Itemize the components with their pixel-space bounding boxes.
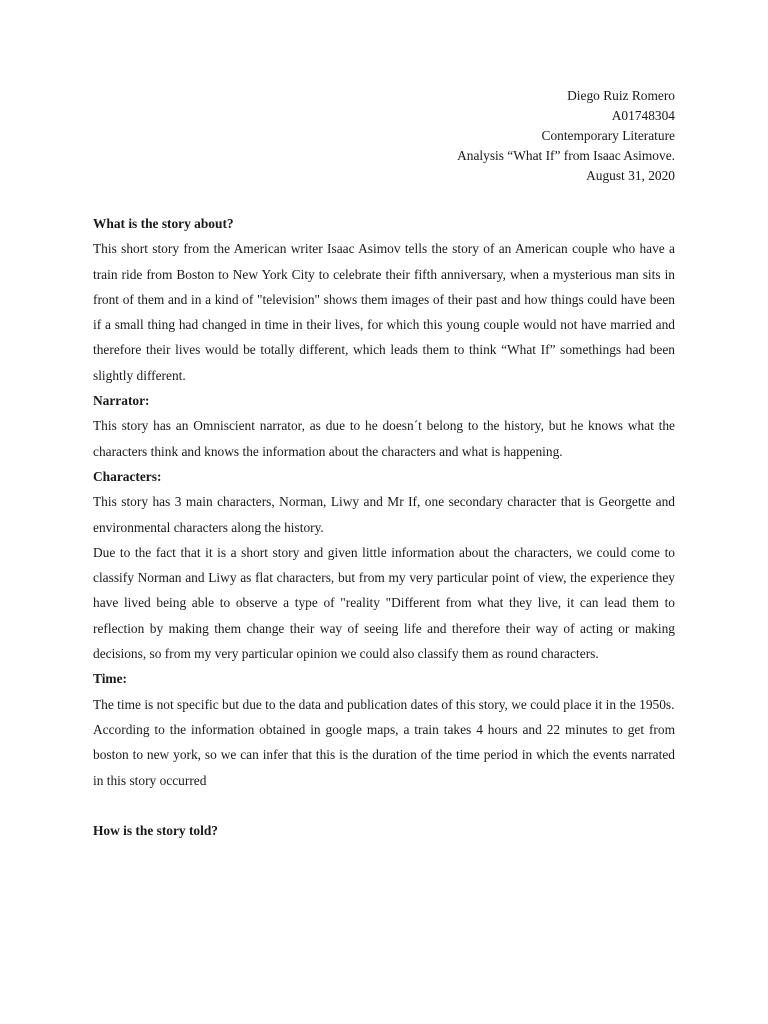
- blank-line: [93, 793, 675, 818]
- section-heading-narrator: Narrator:: [93, 393, 150, 409]
- student-id: A01748304: [611, 108, 675, 123]
- document-date: August 31, 2020: [586, 168, 675, 183]
- characters-paragraph-1: This story has 3 main characters, Norman, Liwy and Mr If, one secondary character that is Georgette and environmental characters along the history.: [93, 494, 675, 535]
- section-heading-time: Time:: [93, 671, 127, 687]
- time-paragraph-1: The time is not specific but due to the data and publication dates of this story, we could place it in the 1950s.: [93, 696, 675, 712]
- section-heading-characters: Characters:: [93, 468, 162, 484]
- section-heading-about: What is the story about?: [93, 216, 234, 231]
- section-heading-told: How is the story told?: [93, 823, 218, 839]
- characters-paragraph-2: Due to the fact that it is a short story and given little information about the characters, we could come to classify Norman and Liwy as flat characters, but from my very particular point of view, the experience they have lived being able to observe a type of "reality "Different from what they live, it can lead them to reflection by making them change their way of seeing life and therefore their way of acting or making decisions, so from my very particular opinion we could also classify them as round characters.: [93, 544, 675, 662]
- document-page: [93, 86, 675, 843]
- document-header: [93, 86, 675, 186]
- time-paragraph-2: According to the information obtained in google maps, a train takes 4 hours and 22 minutes to get from boston to new york, so we can infer that this is the duration of the time period in which the events narrated in this story occurred: [93, 721, 675, 788]
- assignment-title: Analysis “What If” from Isaac Asimove.: [457, 148, 675, 163]
- narrator-paragraph: This story has an Omniscient narrator, as due to he doesn´t belong to the history, but he knows what the characters think and knows the information about the characters and what is happening.: [93, 418, 675, 459]
- author-name: Diego Ruiz Romero: [567, 88, 675, 103]
- course-name: Contemporary Literature: [541, 128, 675, 143]
- about-paragraph: This short story from the American writer Isaac Asimov tells the story of an American couple who have a train ride from Boston to New York City to celebrate their fifth anniversary, when a mysterious man sits in front of them and in a kind of "television" shows them images of their past and how things could have been if a small thing had changed in time in their lives, for which this young couple would not have married and therefore their lives would be totally different, which leads them to think “What If” somethings had been slightly different.: [93, 241, 675, 383]
